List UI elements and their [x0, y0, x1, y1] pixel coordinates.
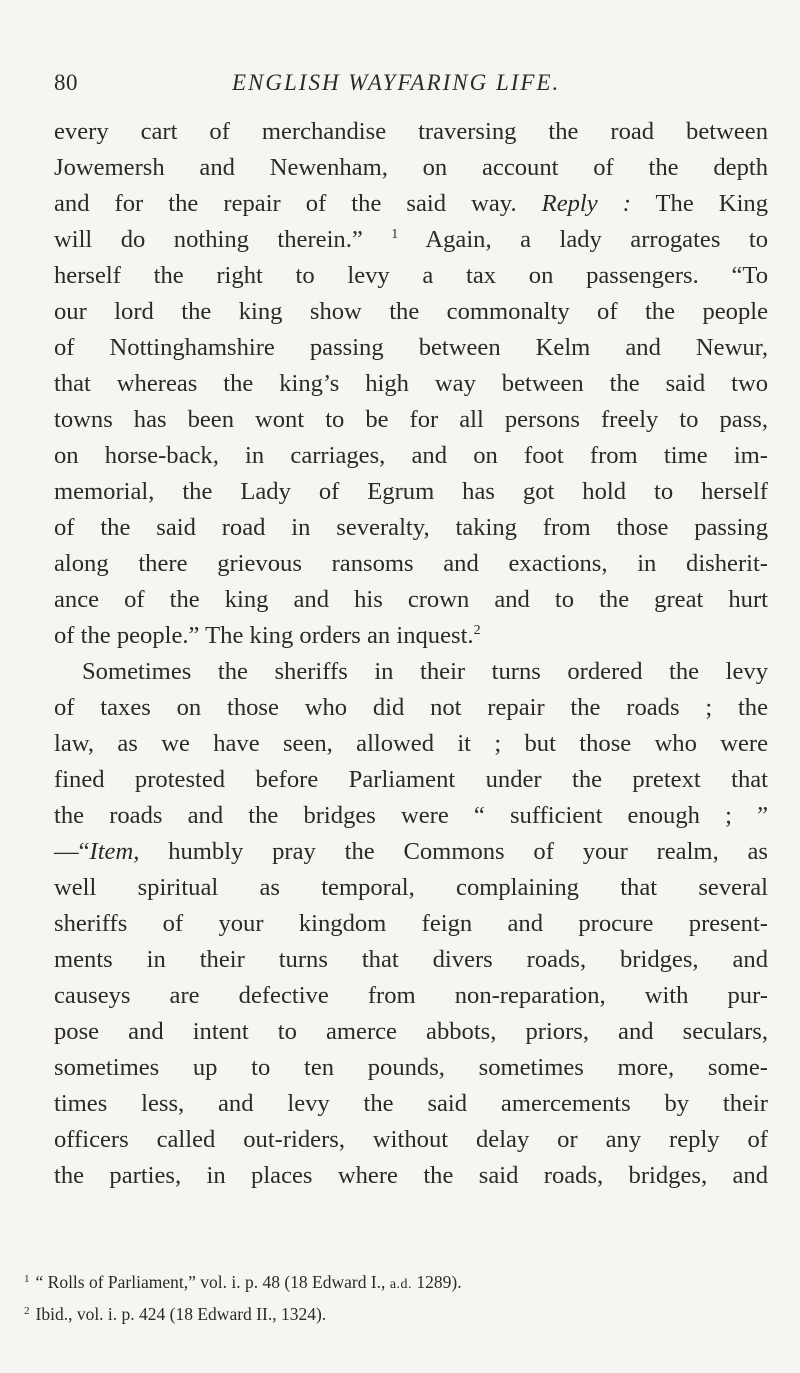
- text-line: of taxes on those who did not repair the roads ; the: [54, 694, 768, 721]
- text-line: our lord the king show the commonalty of the people: [54, 298, 768, 325]
- text-line: well spiritual as temporal, complaining that several: [54, 874, 768, 901]
- text-line: of the said road in severalty, taking from those passing: [54, 514, 768, 541]
- running-head: [54, 62, 768, 114]
- text-line: and for the repair of the said way. Reply : The King: [54, 190, 768, 217]
- text-line: sheriffs of your kingdom feign and procure present-: [54, 910, 768, 937]
- text-line: law, as we have seen, allowed it ; but those who were: [54, 730, 768, 757]
- footnote-ref: 2: [473, 623, 481, 638]
- text-line: the parties, in places where the said roads, bridges, and: [54, 1162, 768, 1189]
- text-line: herself the right to levy a tax on passengers. “To: [54, 262, 768, 289]
- footnote-2: $^2$ Ibid., vol. i. p. 424 (18 Edward II., 1324).: [24, 1304, 327, 1324]
- footnote-1: $^1$ “ Rolls of Parliament,” vol. i. p. 48 (18 Edward I., a.d. 1289).: [24, 1272, 462, 1292]
- footnote-ref: 1: [391, 227, 399, 242]
- running-title: ENGLISH WAYFARING LIFE.: [232, 70, 561, 95]
- book-page: [54, 62, 769, 1189]
- text-line: of the people.” The king orders an inquest.$^2$: [54, 622, 481, 649]
- text-line: memorial, the Lady of Egrum has got hold to herself: [54, 478, 768, 505]
- text-line: fined protested before Parliament under the pretext that: [54, 766, 768, 793]
- text-line: will do nothing therein.” $^1$ Again, a lady arrogates to: [54, 226, 769, 253]
- text-line: the roads and the bridges were “ sufficient enough ; ”: [54, 802, 768, 829]
- text-line: ance of the king and his crown and to the great hurt: [54, 586, 768, 613]
- text-line: causeys are defective from non-reparation, with pur-: [54, 982, 768, 1009]
- text-line: Jowemersh and Newenham, on account of the depth: [54, 154, 768, 181]
- body-text: [54, 114, 768, 1194]
- text-line: ments in their turns that divers roads, bridges, and: [54, 946, 768, 973]
- text-line: towns has been wont to be for all persons freely to pass,: [54, 406, 768, 433]
- text-line: sometimes up to ten pounds, sometimes more, some-: [54, 1054, 768, 1081]
- footnotes: [24, 1266, 724, 1327]
- text-line: on horse-back, in carriages, and on foot from time im-: [54, 442, 768, 469]
- text-line: officers called out-riders, without delay or any reply of: [54, 1126, 768, 1153]
- text-line: pose and intent to amerce abbots, priors, and seculars,: [54, 1018, 768, 1045]
- text-line: along there grievous ransoms and exactions, in disherit-: [54, 550, 768, 577]
- text-line: times less, and levy the said amercements by their: [54, 1090, 768, 1117]
- text-line: that whereas the king’s high way between the said two: [54, 370, 768, 397]
- text-line: —“Item, humbly pray the Commons of your realm, as: [54, 838, 769, 865]
- text-line: Sometimes the sheriffs in their turns ordered the levy: [82, 658, 768, 685]
- text-line: of Nottinghamshire passing between Kelm and Newur,: [54, 334, 768, 361]
- text-line: every cart of merchandise traversing the road between: [54, 118, 768, 145]
- page-number: 80: [54, 70, 78, 95]
